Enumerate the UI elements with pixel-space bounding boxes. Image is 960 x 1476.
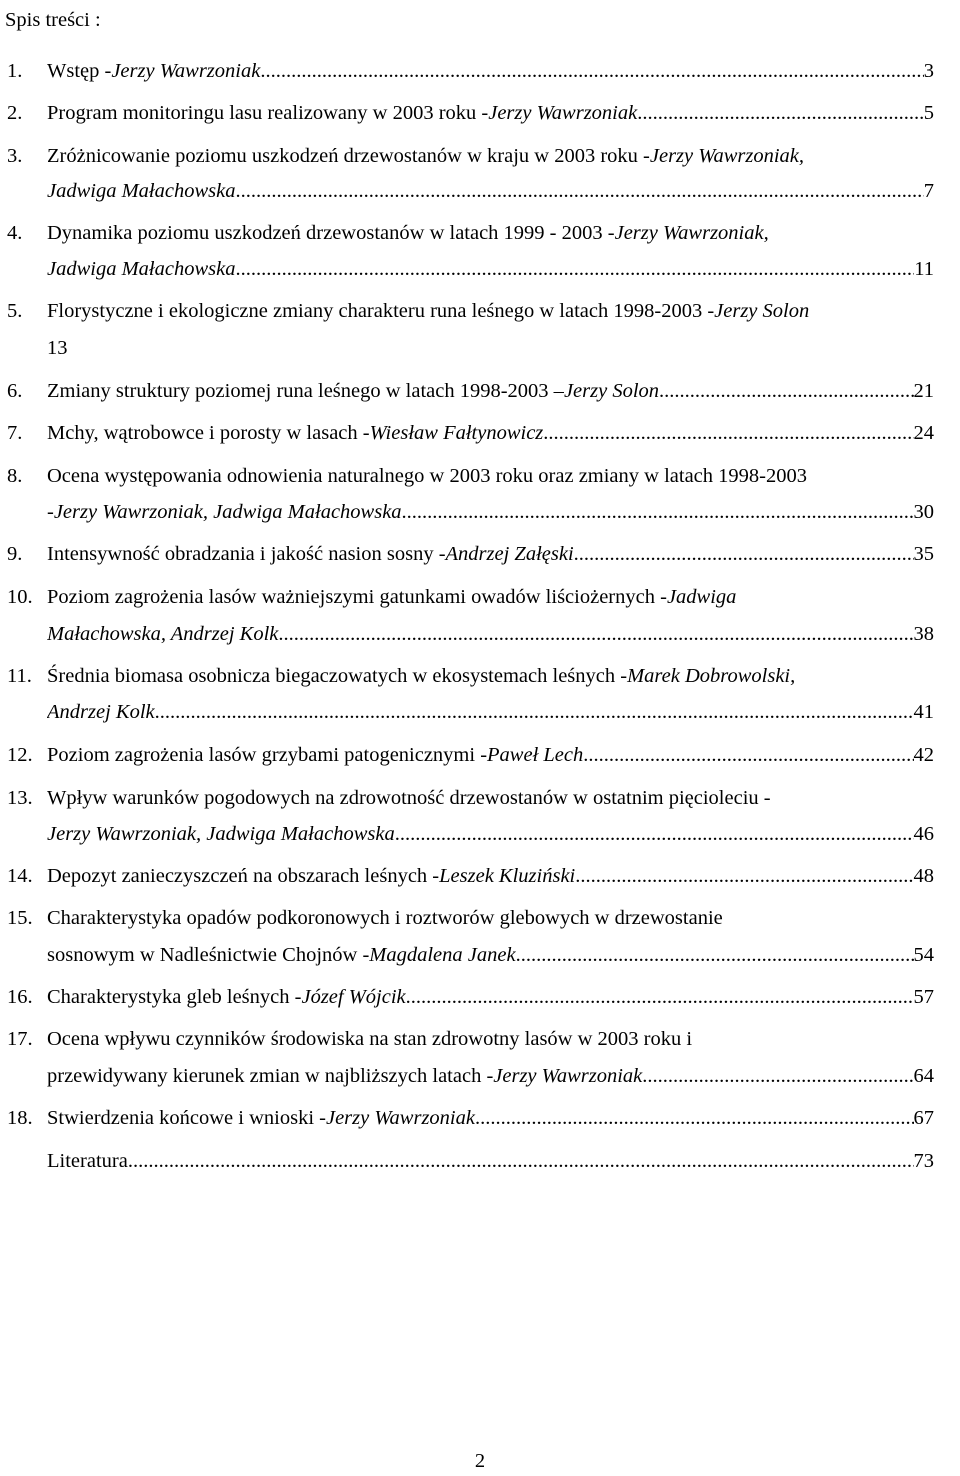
toc-page-number: 38 bbox=[913, 623, 934, 645]
toc-entry-number: 6. bbox=[7, 380, 23, 402]
toc-author: Jerzy Solon bbox=[714, 300, 810, 322]
toc-entry-number: 5. bbox=[7, 300, 23, 322]
toc-title: Zmiany struktury poziomej runa leśnego w latach 1998-2003 – bbox=[47, 380, 564, 402]
toc-page-number: 5 bbox=[923, 102, 934, 124]
toc-leader-dots bbox=[516, 940, 914, 970]
toc-entry-number: 4. bbox=[7, 222, 23, 244]
toc-leader-dots bbox=[128, 1146, 914, 1176]
toc-author: Magdalena Janek bbox=[369, 944, 516, 966]
toc-title: Florystyczne i ekologiczne zmiany charakteru runa leśnego w latach 1998-2003 - bbox=[47, 300, 715, 322]
toc-title: Charakterystyka gleb leśnych - bbox=[47, 986, 302, 1008]
toc-entry-number: 14. bbox=[7, 865, 33, 887]
toc-author: Jadwiga Małachowska bbox=[47, 258, 236, 280]
toc-entry-number: 10. bbox=[7, 586, 33, 608]
toc-line bbox=[47, 254, 934, 284]
toc-title: Dynamika poziomu uszkodzeń drzewostanów w latach 1999 - 2003 - bbox=[47, 222, 615, 244]
toc-title: Program monitoringu lasu realizowany w 2003 roku - bbox=[47, 102, 489, 124]
toc-author: Jerzy Wawrzoniak, bbox=[649, 145, 804, 167]
toc-line bbox=[47, 661, 795, 691]
toc-entry-number: 7. bbox=[7, 422, 23, 444]
toc-title: Literatura bbox=[47, 1150, 128, 1172]
toc-entry-number: 16. bbox=[7, 986, 33, 1008]
toc-title: Depozyt zanieczyszczeń na obszarach leśnych - bbox=[47, 865, 440, 887]
toc-page-number: 46 bbox=[913, 823, 934, 845]
toc-author: Marek Dobrowolski, bbox=[627, 665, 796, 687]
toc-title: 13 bbox=[47, 337, 68, 359]
toc-author: Paweł Lech bbox=[487, 744, 584, 766]
toc-author: Jerzy Wawrzoniak bbox=[111, 60, 261, 82]
toc-title: Wpływ warunków pogodowych na zdrowotność drzewostanów w ostatnim pięcioleciu - bbox=[47, 787, 771, 809]
toc-page-number: 67 bbox=[913, 1107, 934, 1129]
toc-page-number: 64 bbox=[913, 1065, 934, 1087]
toc-line bbox=[47, 940, 934, 970]
toc-line bbox=[47, 497, 934, 527]
toc-author: Jadwiga bbox=[666, 586, 737, 608]
toc-title: Średnia biomasa osobnicza biegaczowatych w ekosystemach leśnych - bbox=[47, 665, 628, 687]
toc-page-number: 42 bbox=[913, 744, 934, 766]
toc-line bbox=[47, 461, 807, 491]
toc-author: Jerzy Wawrzoniak bbox=[325, 1107, 475, 1129]
toc-line bbox=[47, 1103, 934, 1133]
toc-author: Jerzy Wawrzoniak bbox=[493, 1065, 643, 1087]
toc-author: Jerzy Wawrzoniak, bbox=[614, 222, 769, 244]
toc-title: Poziom zagrożenia lasów ważniejszymi gatunkami owadów liściożernych - bbox=[47, 586, 667, 608]
toc-title: Poziom zagrożenia lasów grzybami patogenicznymi - bbox=[47, 744, 488, 766]
toc-page-number: 7 bbox=[923, 180, 934, 202]
toc-title: - bbox=[47, 501, 54, 523]
toc-entry-number: 12. bbox=[7, 744, 33, 766]
toc-line bbox=[47, 539, 934, 569]
toc-leader-dots bbox=[543, 418, 913, 448]
toc-leader-dots bbox=[406, 982, 914, 1012]
toc-entry-number: 18. bbox=[7, 1107, 33, 1129]
toc-page-number: 35 bbox=[913, 543, 934, 565]
toc-author: Jadwiga Małachowska bbox=[47, 180, 236, 202]
toc-leader-dots bbox=[642, 1061, 913, 1091]
toc-page-number: 30 bbox=[913, 501, 934, 523]
toc-entry-number: 13. bbox=[7, 787, 33, 809]
toc-title: Ocena wpływu czynników środowiska na stan zdrowotny lasów w 2003 roku i bbox=[47, 1028, 693, 1050]
toc-leader-dots bbox=[235, 254, 914, 284]
toc-leader-dots bbox=[659, 376, 913, 406]
toc-line bbox=[47, 176, 934, 206]
toc-author: Andrzej Załęski bbox=[445, 543, 574, 565]
toc-author: Jerzy Solon bbox=[563, 380, 660, 402]
toc-entry-number: 11. bbox=[7, 665, 32, 687]
toc-page-number: 57 bbox=[913, 986, 934, 1008]
toc-page-number: 3 bbox=[923, 60, 934, 82]
toc-heading: Spis treści : bbox=[5, 9, 101, 31]
toc-leader-dots bbox=[637, 98, 924, 128]
toc-line bbox=[47, 418, 934, 448]
toc-title: Ocena występowania odnowienia naturalnego w 2003 roku oraz zmiany w latach 1998-2003 bbox=[47, 465, 807, 487]
toc-author: Wiesław Fałtynowicz bbox=[369, 422, 544, 444]
toc-page-number: 21 bbox=[913, 380, 934, 402]
toc-author: Małachowska, Andrzej Kolk bbox=[47, 623, 279, 645]
toc-leader-dots bbox=[475, 1103, 914, 1133]
toc-leader-dots bbox=[235, 176, 923, 206]
toc-line bbox=[47, 218, 769, 248]
toc-page-number: 41 bbox=[913, 701, 934, 723]
toc-author: Jerzy Wawrzoniak, Jadwiga Małachowska bbox=[47, 823, 395, 845]
toc-entry-number: 15. bbox=[7, 907, 33, 929]
toc-line bbox=[47, 903, 723, 933]
toc-line bbox=[47, 982, 934, 1012]
toc-author: Jerzy Wawrzoniak, Jadwiga Małachowska bbox=[53, 501, 402, 523]
toc-line bbox=[47, 861, 934, 891]
toc-title: Mchy, wątrobowce i porosty w lasach - bbox=[47, 422, 370, 444]
toc-title: przewidywany kierunek zmian w najbliższych latach - bbox=[47, 1065, 494, 1087]
toc-leader-dots bbox=[260, 56, 923, 86]
toc-title: Zróżnicowanie poziomu uszkodzeń drzewostanów w kraju w 2003 roku - bbox=[47, 145, 650, 167]
toc-line bbox=[47, 376, 934, 406]
toc-line bbox=[47, 333, 68, 363]
toc-page-number: 54 bbox=[913, 944, 934, 966]
toc-title: Intensywność obradzania i jakość nasion sosny - bbox=[47, 543, 446, 565]
toc-line bbox=[47, 819, 934, 849]
toc-leader-dots bbox=[402, 497, 914, 527]
toc-line bbox=[47, 783, 771, 813]
toc-author: Jerzy Wawrzoniak bbox=[488, 102, 638, 124]
toc-title: Wstęp - bbox=[47, 60, 112, 82]
toc-line bbox=[47, 141, 804, 171]
toc-title: sosnowym w Nadleśnictwie Chojnów - bbox=[47, 944, 370, 966]
toc-author: Andrzej Kolk bbox=[47, 701, 155, 723]
toc-line bbox=[47, 296, 809, 326]
toc-page-number: 24 bbox=[913, 422, 934, 444]
toc-author: Leszek Kluziński bbox=[439, 865, 576, 887]
toc-line bbox=[47, 582, 736, 612]
toc-line bbox=[47, 619, 934, 649]
toc-entry-number: 17. bbox=[7, 1028, 33, 1050]
page-number: 2 bbox=[474, 1450, 486, 1472]
toc-title: Stwierdzenia końcowe i wnioski - bbox=[47, 1107, 326, 1129]
toc-line bbox=[47, 697, 934, 727]
toc-entry-number: 8. bbox=[7, 465, 23, 487]
toc-leader-dots bbox=[583, 740, 913, 770]
toc-page-number: 73 bbox=[913, 1150, 934, 1172]
toc-leader-dots bbox=[278, 619, 913, 649]
toc-page-number: 11 bbox=[914, 258, 934, 280]
toc-leader-dots bbox=[155, 697, 914, 727]
toc-leader-dots bbox=[575, 861, 913, 891]
toc-title: Charakterystyka opadów podkoronowych i roztworów glebowych w drzewostanie bbox=[47, 907, 723, 929]
toc-entry-number: 9. bbox=[7, 543, 23, 565]
toc-line bbox=[47, 1146, 934, 1176]
toc-line bbox=[47, 1024, 692, 1054]
toc-author: Józef Wójcik bbox=[301, 986, 406, 1008]
toc-line bbox=[47, 740, 934, 770]
toc-leader-dots bbox=[574, 539, 914, 569]
toc-leader-dots bbox=[395, 819, 914, 849]
toc-entry-number: 1. bbox=[7, 60, 23, 82]
toc-line bbox=[47, 1061, 934, 1091]
toc-line bbox=[47, 56, 934, 86]
toc-entry-number: 3. bbox=[7, 145, 23, 167]
toc-entry-number: 2. bbox=[7, 102, 23, 124]
toc-line bbox=[47, 98, 934, 128]
toc-page-number: 48 bbox=[913, 865, 934, 887]
